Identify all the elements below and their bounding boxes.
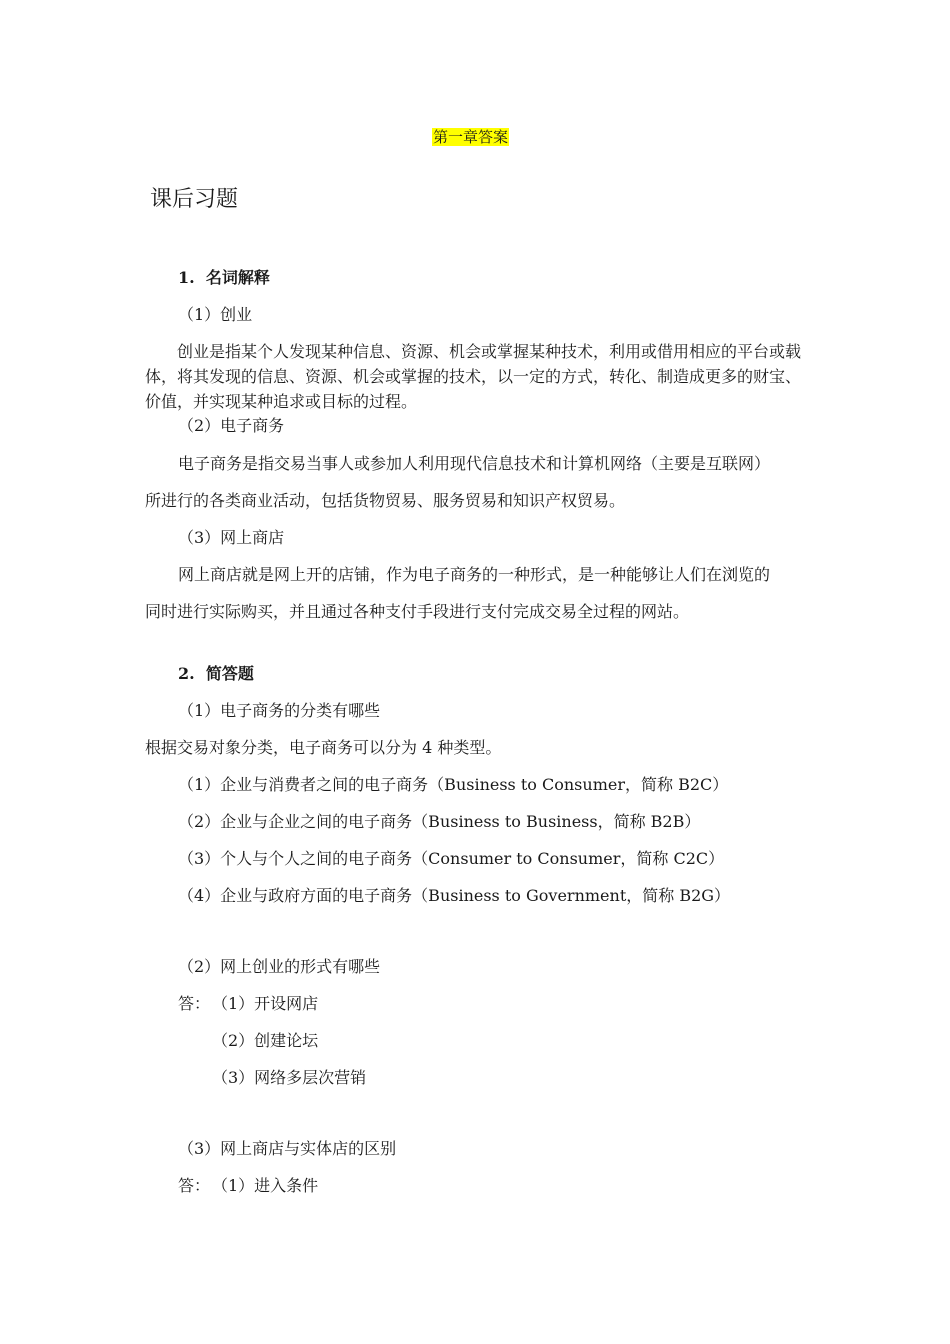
q1-item3-body-line2: 同时进行实际购买，并且通过各种支付手段进行支付完成交易全过程的网站。 xyxy=(145,602,690,621)
q2-sub1-label: （1）电子商务的分类有哪些 xyxy=(178,701,381,720)
q2-sub2-answer-2: （2）创建论坛 xyxy=(212,1031,319,1050)
q2-sub2-answer-3: （3）网络多层次营销 xyxy=(212,1068,367,1087)
chapter-title-text: 第一章答案 xyxy=(433,128,509,146)
q2-sub3-answer-prefix: 答： xyxy=(178,1176,211,1195)
q2-sub1-intro: 根据交易对象分类，电子商务可以分为 4 种类型。 xyxy=(145,738,502,757)
q2-sub3-answer-1: （1）进入条件 xyxy=(212,1176,319,1195)
q2-sub1-type-1: （1）企业与消费者之间的电子商务（Business to Consumer，简称 B2C） xyxy=(178,775,729,794)
q1-item1-body: 创业是指某个人发现某种信息、资源、机会或掌握某种技术，利用或借用相应的平台或载体，将其发现的信息、资源、机会或掌握的技术，以一定的方式，转化、制造成更多的财宝、价值，并实现某种追求或目标的过程。 xyxy=(145,342,802,411)
q1-item3-label: （3）网上商店 xyxy=(178,528,285,547)
q1-item2-label: （2）电子商务 xyxy=(178,416,285,435)
q1-item2-body-line2: 所进行的各类商业活动，包括货物贸易、服务贸易和知识产权贸易。 xyxy=(145,491,626,510)
q2-sub1-type-3: （3）个人与个人之间的电子商务（Consumer to Consumer，简称 C2C） xyxy=(178,849,725,868)
q1-item1-label: （1）创业 xyxy=(178,305,253,324)
chapter-title xyxy=(432,127,509,147)
q1-heading: 1. 名词解释 xyxy=(178,268,270,287)
q2-heading: 2. 简答题 xyxy=(178,664,254,683)
q2-sub1-type-2: （2）企业与企业之间的电子商务（Business to Business，简称 B2B） xyxy=(178,812,701,831)
q2-sub2-answer-1: （1）开设网店 xyxy=(212,994,319,1013)
q1-item2-body-line1: 电子商务是指交易当事人或参加人利用现代信息技术和计算机网络（主要是互联网） xyxy=(178,454,771,473)
q1-item3-body-line1: 网上商店就是网上开的店铺，作为电子商务的一种形式，是一种能够让人们在浏览的 xyxy=(178,565,771,584)
q2-sub2-answer-prefix: 答： xyxy=(178,994,211,1013)
q2-sub1-type-4: （4）企业与政府方面的电子商务（Business to Government，简称 B2G） xyxy=(178,886,731,905)
q2-sub2-label: （2）网上创业的形式有哪些 xyxy=(178,957,381,976)
section-heading: 课后习题 xyxy=(150,187,239,212)
q2-sub3-label: （3）网上商店与实体店的区别 xyxy=(178,1139,397,1158)
